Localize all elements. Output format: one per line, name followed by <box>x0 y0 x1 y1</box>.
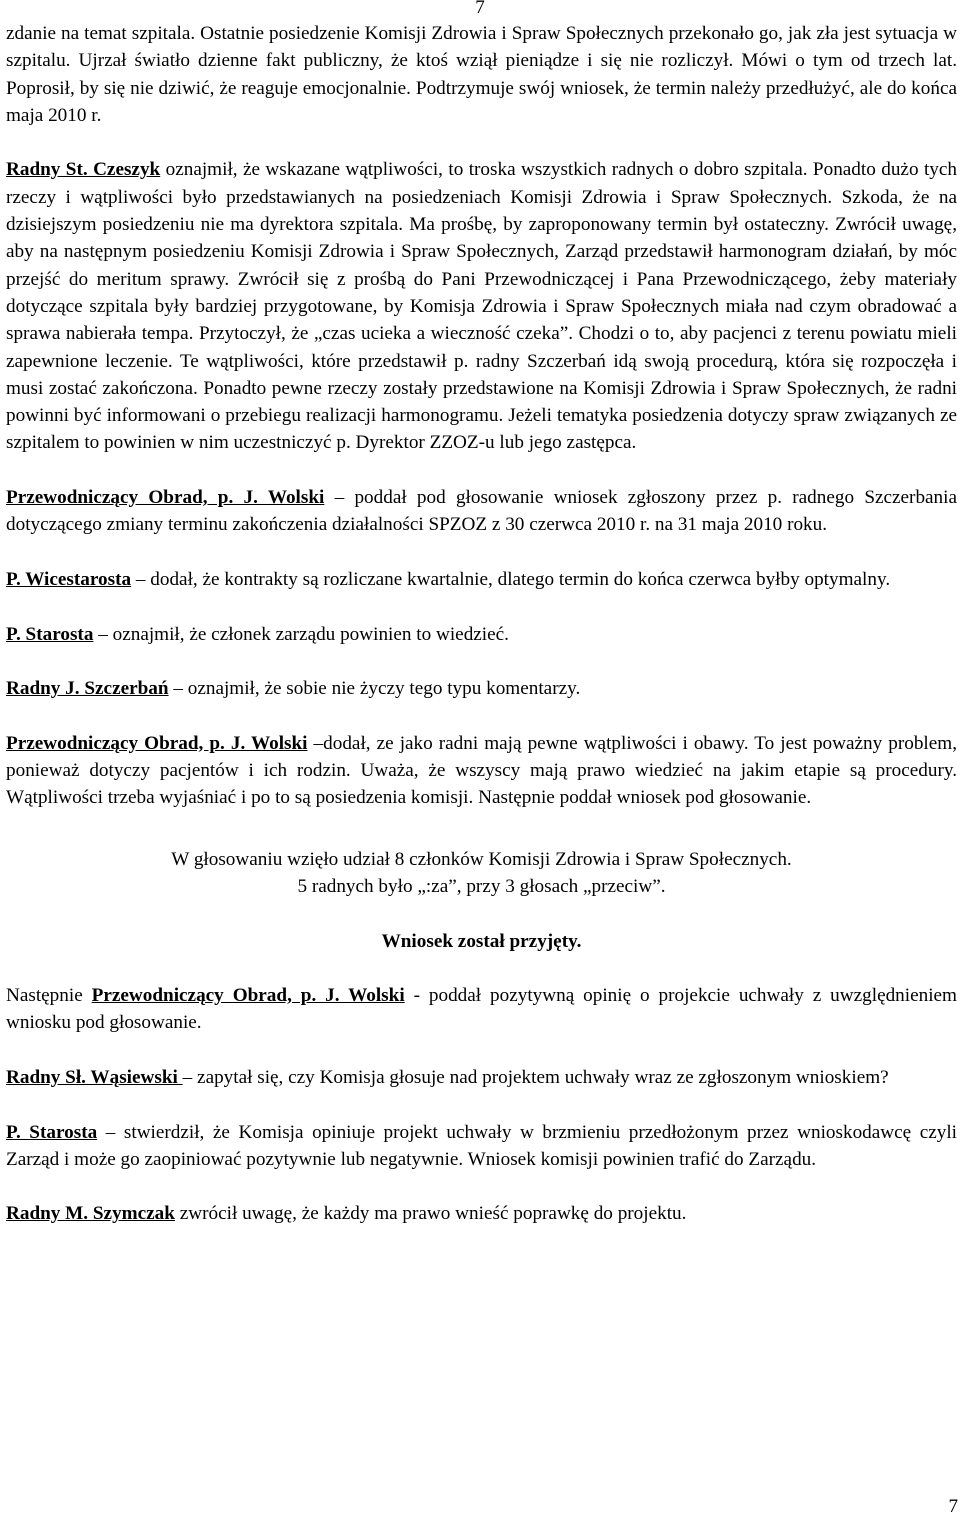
paragraph-text: – poddał pod głosowanie wniosek zgłoszony przez p. radnego Szczerbania dotyczącego zmiany terminu zakończenia działalności SPZOZ z 30 czerwca 2010 r. na 31 maja 2010 roku. <box>6 487 957 536</box>
paragraph-text: – dodał, że kontrakty są rozliczane kwartalnie, dlatego termin do końca czerwca byłby optymalny. <box>131 568 891 590</box>
paragraph-prefix: Następnie <box>6 985 92 1007</box>
paragraph-text: – oznajmił, że członek zarządu powinien to wiedzieć. <box>93 623 509 645</box>
paragraph-text: –dodał, ze jako radni mają pewne wątpliwości i obawy. To jest poważny problem, ponieważ dotyczy pacjentów i ich rodzin. Uważa, że wszyscy mają prawo wiedzieć na jakim etapie są procedury. Wątpliwości trzeba wyjaśniać i po to są posiedzenia komisji. Następnie poddał wniosek pod głosowanie. <box>6 732 957 809</box>
paragraph <box>6 730 957 812</box>
paragraph <box>6 1200 957 1227</box>
speaker-name: P. Wicestarosta <box>6 568 132 590</box>
speaker-name: Radny J. Szczerbań <box>6 678 169 700</box>
speaker-name: Radny Sł. Wąsiewski <box>6 1066 183 1088</box>
paragraph <box>6 566 957 593</box>
speaker-name: Przewodniczący Obrad, p. J. Wolski <box>91 985 405 1007</box>
speaker-name: Radny M. Szymczak <box>6 1203 175 1225</box>
paragraph <box>6 621 957 648</box>
paragraph <box>6 484 957 539</box>
vote-line-1: W głosowaniu wzięło udział 8 członków Komisji Zdrowia i Spraw Społecznych. <box>171 848 792 870</box>
page-number-bottom: 7 <box>948 1496 958 1517</box>
paragraph-text: zdanie na temat szpitala. Ostatnie posiedzenie Komisji Zdrowia i Spraw Społecznych przekonało go, jak zła jest sytuacja w szpitalu. Ujrzał światło dzienne fakt publiczny, że ktoś wziął pieniądze i się nie rozliczył. Mówi o tym od trzech lat. Poprosił, by się nie dziwić, że reaguje emocjonalnie. Podtrzymuje swój wniosek, że termin należy przedłużyć, ale do końca maja 2010 r. <box>6 23 957 126</box>
page-number-top: 7 <box>475 0 485 18</box>
paragraph <box>6 1064 957 1091</box>
vote-line-2: 5 radnych było „:za”, przy 3 głosach „przeciw”. <box>297 875 666 897</box>
paragraph-text: – zapytał się, czy Komisja głosuje nad projektem uchwały wraz ze zgłoszonym wnioskiem? <box>182 1066 889 1088</box>
paragraph <box>6 156 957 456</box>
speaker-name: Przewodniczący Obrad, p. J. Wolski <box>6 487 325 509</box>
speaker-name: P. Starosta <box>6 623 94 645</box>
paragraph <box>6 982 957 1037</box>
paragraph-text: oznajmił, że wskazane wątpliwości, to troska wszystkich radnych o dobro szpitala. Ponadto dużo tych rzeczy i wątpliwości było przedstawianych na posiedzeniach Komisji Zdrowia i Spraw Społecznych. Szkoda, że na dzisiejszym posiedzeniu nie ma dyrektora szpitala. Ma prośbę, by zaproponowany termin był ostateczny. Zwrócił uwagę, aby na następnym posiedzeniu Komisji Zdrowia i Spraw Społecznych, Zarząd przedstawił harmonogram działań, by móc przejść do meritum sprawy. Zwrócił się z prośbą do Pani Przewodniczącej i Pana Przewodniczącego, żeby materiały dotyczące szpitala były bardziej przygotowane, by Komisja Zdrowia i Spraw Społecznych miała nad czym obradować a sprawa nabierała tempa. Przytoczył, że „czas ucieka a wieczność czeka”. Chodzi o to, aby pacjenci z terenu powiatu mieli zapewnione leczenie. Te wątpliwości, które przedstawił p. radny Szczerbań idą swoją procedurą, która się rozpoczęła i musi zostać zakończona. Ponadto pewne rzeczy zostały przedstawione na Komisji Zdrowia i Spraw Społecznych, że radni powinni być informowani o przebiegu realizacji harmonogramu. Jeżeli tematyka posiedzenia dotyczy spraw związanych ze szpitalem to powinien w nim uczestniczyć p. Dyrektor ZZOZ-u lub jego zastępca. <box>6 159 957 454</box>
vote-result: Wniosek został przyjęty. <box>381 930 582 952</box>
paragraph-text: - poddał pozytywną opinię o projekcie uchwały z uwzględnieniem wniosku pod głosowanie. <box>6 985 957 1034</box>
paragraph-text: – oznajmił, że sobie nie życzy tego typu komentarzy. <box>168 678 581 700</box>
speaker-name: Radny St. Czeszyk <box>6 159 161 181</box>
paragraph-text: zwrócił uwagę, że każdy ma prawo wnieść poprawkę do projektu. <box>174 1203 687 1225</box>
paragraph-text: – stwierdził, że Komisja opiniuje projekt uchwały w brzmieniu przedłożonym przez wnioskodawcę czyli Zarząd i może go zaopiniować pozytywnie lub negatywnie. Wniosek komisji powinien trafić do Zarządu. <box>6 1121 958 1170</box>
paragraph <box>6 1119 957 1174</box>
speaker-name: Przewodniczący Obrad, p. J. Wolski <box>6 732 308 754</box>
document-body <box>6 20 957 1255</box>
paragraph <box>6 675 957 702</box>
vote-summary <box>6 846 957 901</box>
paragraph <box>6 20 957 129</box>
speaker-name: P. Starosta <box>6 1121 98 1143</box>
